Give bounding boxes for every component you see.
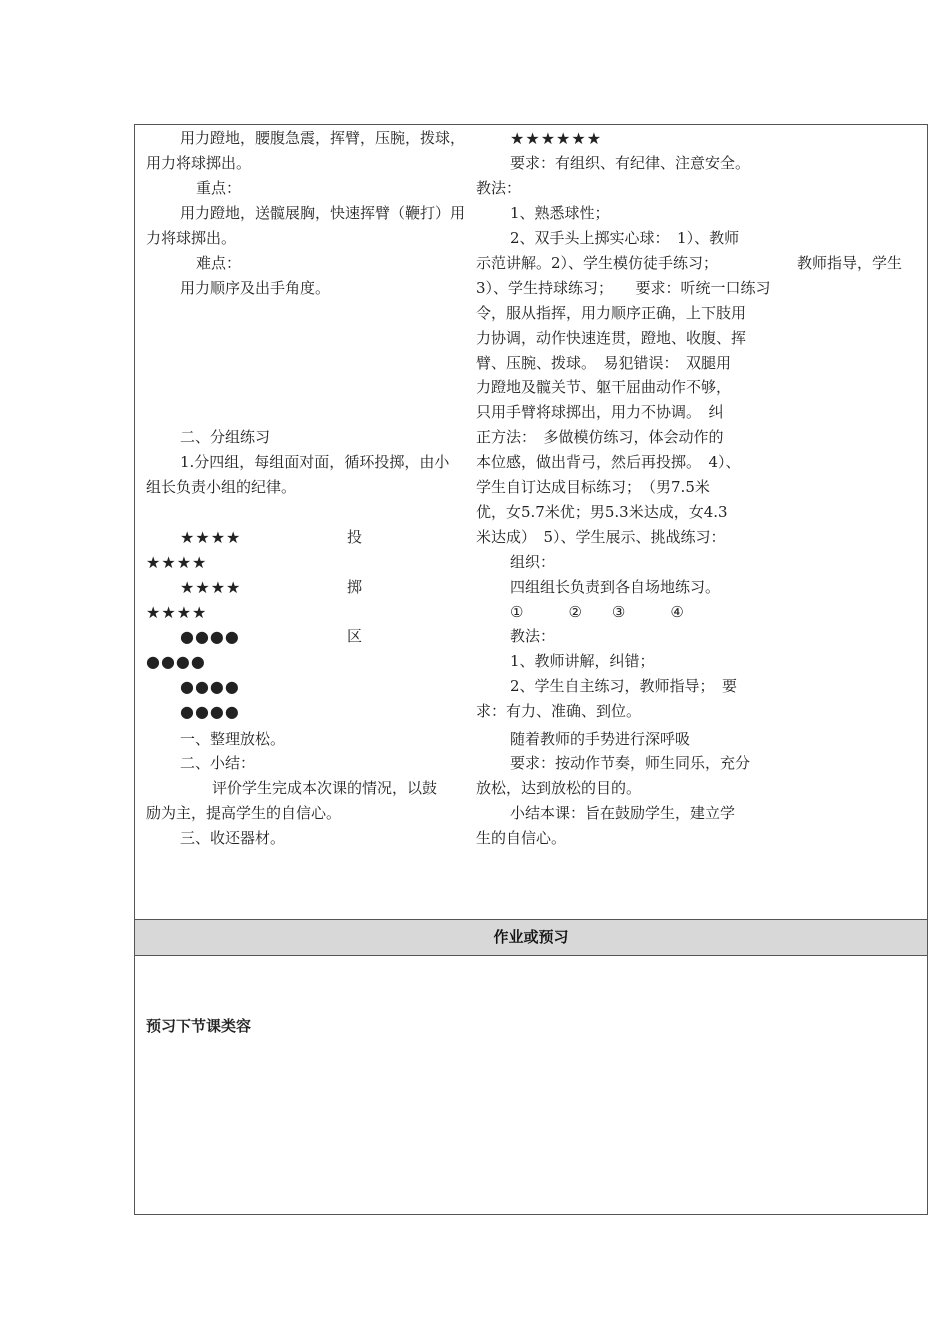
right-line: 随着教师的手势进行深呼吸 (510, 730, 691, 748)
right-line: 令，服从指挥，用力顺序正确，上下肢用 (476, 304, 747, 322)
homework-content: 预习下节课类容 (146, 1017, 252, 1035)
formation-row: ★★★★ (146, 553, 208, 572)
right-line: 教法： (510, 627, 556, 645)
right-line: 学生自订达成目标练习； （男7.5米 (476, 478, 710, 496)
right-line: 3）、学生持球练习； 要求：听统一口练习 (476, 279, 771, 297)
left-line: 评价学生完成本次课的情况，以鼓 (212, 779, 438, 797)
formation-row: ●●●● (180, 702, 240, 721)
formation-row: ●●●● (180, 677, 240, 696)
right-line: 求：有力、准确、到位。 (476, 702, 642, 720)
right-line: ★★★★★★ (510, 129, 603, 148)
difficulty-heading: 难点： (196, 254, 242, 272)
right-line: 2、学生自主练习，教师指导； 要 (510, 677, 738, 695)
right-line: 四组组长负责到各自场地练习。 (510, 578, 721, 596)
section-heading: 三、收还器材。 (180, 829, 286, 847)
right-line: 1、教师讲解，纠错； (510, 652, 655, 670)
left-line: 用力蹬地，腰腹急震，挥臂，压腕，拨球， (180, 129, 466, 147)
left-line: 组长负责小组的纪律。 (146, 478, 297, 496)
right-line: 力蹬地及髋关节、躯干屈曲动作不够， (476, 378, 732, 396)
row-divider (135, 955, 927, 956)
group-markers: ① ② ③ ④ (510, 603, 684, 621)
left-line: 用力将球掷出。 (146, 154, 252, 172)
right-line: 小结本课：旨在鼓励学生，建立学 (510, 804, 736, 822)
left-line: 1.分四组，每组面对面，循环投掷，由小 (180, 453, 450, 471)
right-line: 只用手臂将球掷出，用力不协调。 纠 (476, 403, 724, 421)
right-line: 要求：按动作节奏，师生同乐，充分 (510, 754, 751, 772)
formation-row: ●●●● (180, 627, 240, 646)
left-line: 励为主，提高学生的自信心。 (146, 804, 342, 822)
right-margin-note: 教师指导，学生 (797, 254, 903, 272)
right-line: 力协调，动作快速连贯，蹬地、收腹、挥 (476, 329, 747, 347)
right-line: 生的自信心。 (476, 829, 567, 847)
section-heading: 二、小结： (180, 754, 256, 772)
left-line: 用力蹬地，送髋展胸，快速挥臂（鞭打）用 (180, 204, 466, 222)
formation-row: ★★★★ (180, 528, 242, 547)
left-line: 用力顺序及出手角度。 (180, 279, 331, 297)
right-line: 示范讲解。2）、学生模仿徒手练习； (476, 254, 719, 272)
right-line: 组织： (510, 553, 556, 571)
right-line: 正方法： 多做模仿练习，体会动作的 (476, 428, 724, 446)
formation-row: ●●●● (146, 652, 206, 671)
key-point-heading: 重点： (196, 179, 242, 197)
right-line: 优，女5.7米优；男5.3米达成，女4.3 (476, 503, 728, 521)
row-divider (135, 919, 927, 920)
right-line: 2、双手头上掷实心球： 1）、教师 (510, 229, 740, 247)
right-line: 本位感，做出背弓，然后再投掷。 4）、 (476, 453, 741, 471)
right-line: 教法： (476, 179, 522, 197)
right-line: 米达成） 5）、学生展示、挑战练习： (476, 528, 726, 546)
right-line: 放松，达到放松的目的。 (476, 779, 642, 797)
right-line: 臂、压腕、拨球。 易犯错误： 双腿用 (476, 354, 732, 372)
right-line: 要求：有组织、有纪律、注意安全。 (510, 154, 751, 172)
section-heading: 一、整理放松。 (180, 730, 286, 748)
right-line: 1、熟悉球性； (510, 204, 610, 222)
left-line: 力将球掷出。 (146, 229, 237, 247)
formation-label: 掷 (347, 578, 363, 596)
formation-label: 区 (347, 627, 363, 645)
homework-title: 作业或预习 (493, 928, 569, 946)
section-heading: 二、分组练习 (180, 428, 271, 446)
formation-label: 投 (347, 528, 363, 546)
formation-row: ★★★★ (180, 578, 242, 597)
formation-row: ★★★★ (146, 603, 208, 622)
